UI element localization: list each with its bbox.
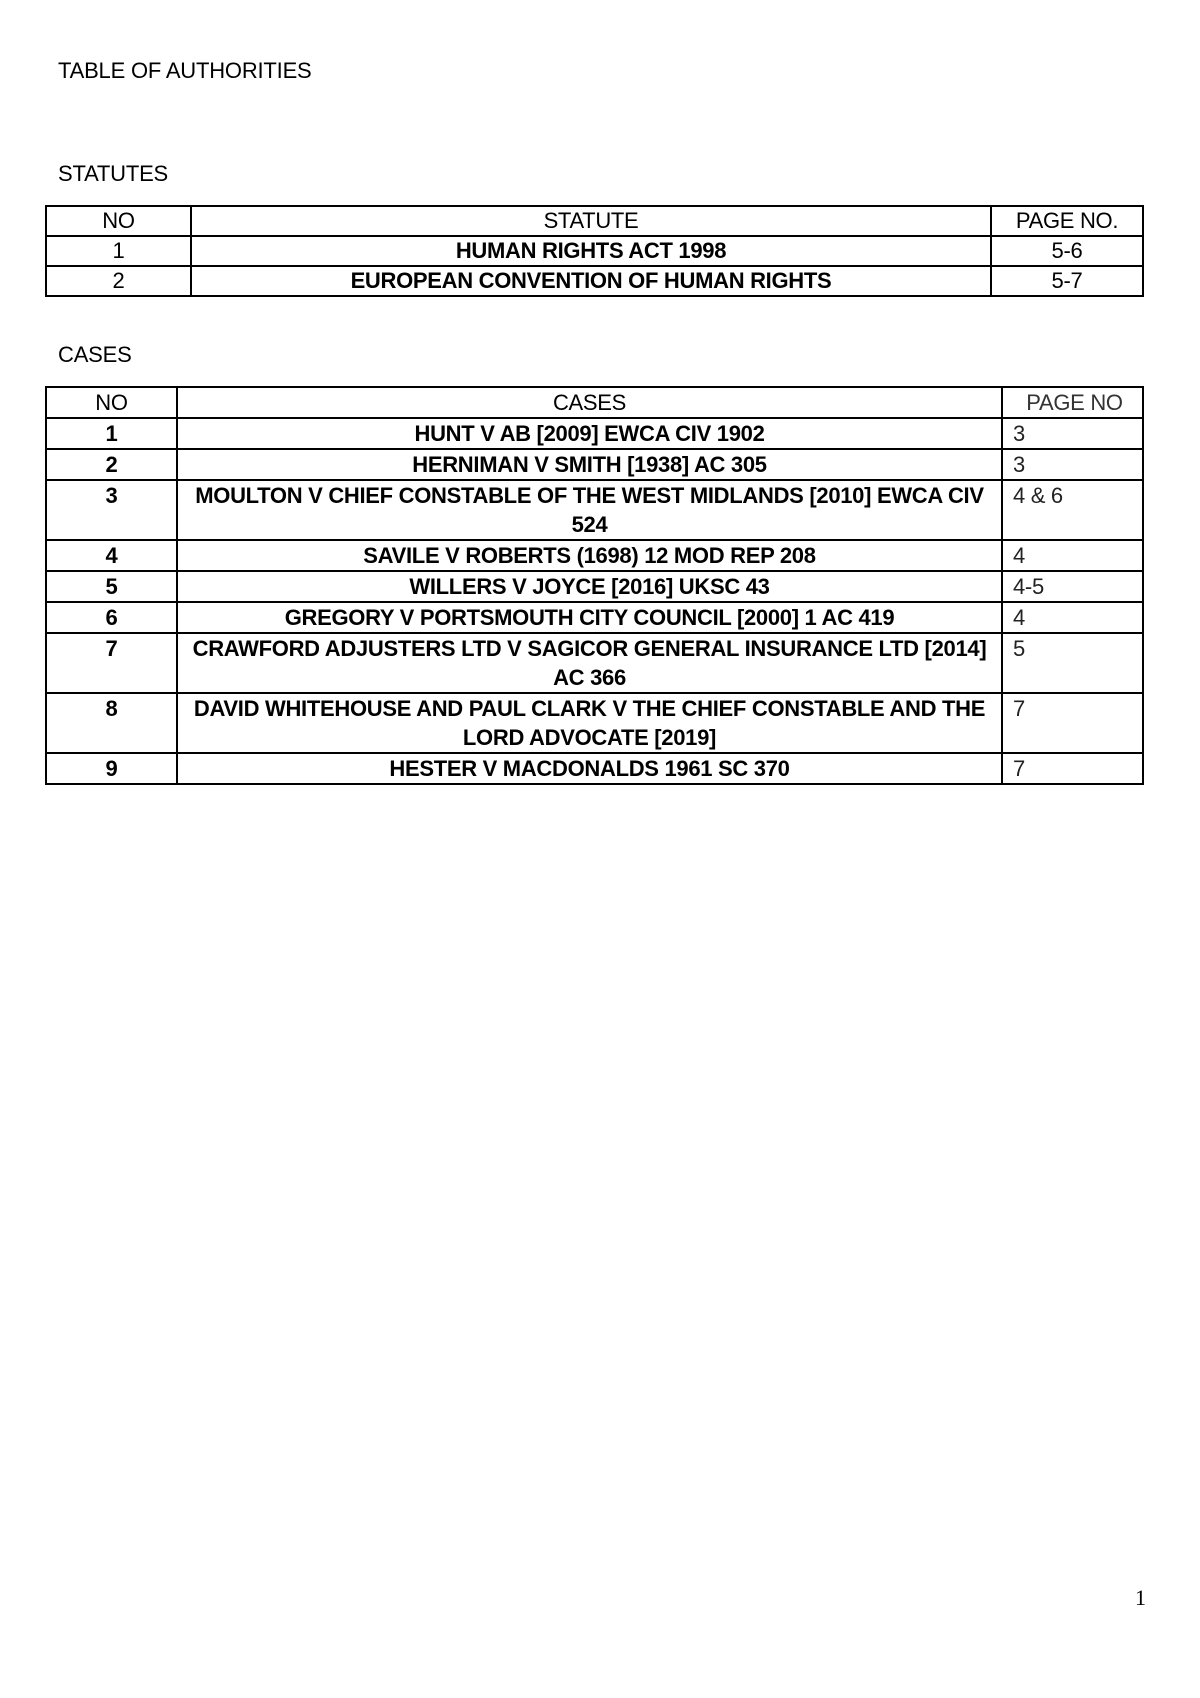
- case-page: 3: [1002, 449, 1143, 480]
- case-name: SAVILE V ROBERTS (1698) 12 MOD REP 208: [177, 540, 1002, 571]
- statute-page: 5-7: [991, 266, 1143, 296]
- case-page: 7: [1002, 693, 1143, 753]
- case-name: GREGORY V PORTSMOUTH CITY COUNCIL [2000] 1 AC 419: [177, 602, 1002, 633]
- case-no: 9: [46, 753, 177, 784]
- statute-no: 2: [46, 266, 191, 296]
- statutes-heading: STATUTES: [58, 161, 169, 186]
- case-page: 4: [1002, 602, 1143, 633]
- table-row: [46, 266, 1143, 296]
- table-row: [46, 633, 1143, 693]
- table-row: [46, 540, 1143, 571]
- statute-no: 1: [46, 236, 191, 266]
- case-no: 6: [46, 602, 177, 633]
- case-no: 3: [46, 480, 177, 540]
- case-name: HUNT V AB [2009] EWCA CIV 1902: [177, 418, 1002, 449]
- case-no: 2: [46, 449, 177, 480]
- column-header-no: NO: [46, 206, 191, 236]
- column-header-statute: STATUTE: [191, 206, 991, 236]
- case-no: 5: [46, 571, 177, 602]
- table-row: [46, 480, 1143, 540]
- case-name: MOULTON V CHIEF CONSTABLE OF THE WEST MIDLANDS [2010] EWCA CIV 524: [177, 480, 1002, 540]
- case-page: 4: [1002, 540, 1143, 571]
- table-row: [46, 236, 1143, 266]
- column-header-case: CASES: [177, 387, 1002, 418]
- case-no: 7: [46, 633, 177, 693]
- cases-table: [45, 386, 1144, 785]
- statutes-table: [45, 205, 1144, 297]
- case-name: HESTER V MACDONALDS 1961 SC 370: [177, 753, 1002, 784]
- table-row: [46, 693, 1143, 753]
- case-name: CRAWFORD ADJUSTERS LTD V SAGICOR GENERAL INSURANCE LTD [2014] AC 366: [177, 633, 1002, 693]
- column-header-no: NO: [46, 387, 177, 418]
- case-page: 4-5: [1002, 571, 1143, 602]
- table-header-row: [46, 387, 1143, 418]
- table-row: [46, 602, 1143, 633]
- case-page: 5: [1002, 633, 1143, 693]
- case-no: 4: [46, 540, 177, 571]
- table-row: [46, 418, 1143, 449]
- case-page: 4 & 6: [1002, 480, 1143, 540]
- case-no: 1: [46, 418, 177, 449]
- page-title: TABLE OF AUTHORITIES: [58, 58, 312, 83]
- case-name: HERNIMAN V SMITH [1938] AC 305: [177, 449, 1002, 480]
- column-header-page: PAGE NO: [1002, 387, 1143, 418]
- case-no: 8: [46, 693, 177, 753]
- column-header-page: PAGE NO.: [991, 206, 1143, 236]
- statute-page: 5-6: [991, 236, 1143, 266]
- case-page: 3: [1002, 418, 1143, 449]
- table-row: [46, 449, 1143, 480]
- table-header-row: [46, 206, 1143, 236]
- case-page: 7: [1002, 753, 1143, 784]
- page-number: 1: [1135, 1585, 1146, 1610]
- case-name: DAVID WHITEHOUSE AND PAUL CLARK V THE CHIEF CONSTABLE AND THE LORD ADVOCATE [2019]: [177, 693, 1002, 753]
- table-row: [46, 571, 1143, 602]
- statute-name: HUMAN RIGHTS ACT 1998: [191, 236, 991, 266]
- case-name: WILLERS V JOYCE [2016] UKSC 43: [177, 571, 1002, 602]
- table-row: [46, 753, 1143, 784]
- cases-heading: CASES: [58, 342, 132, 367]
- statute-name: EUROPEAN CONVENTION OF HUMAN RIGHTS: [191, 266, 991, 296]
